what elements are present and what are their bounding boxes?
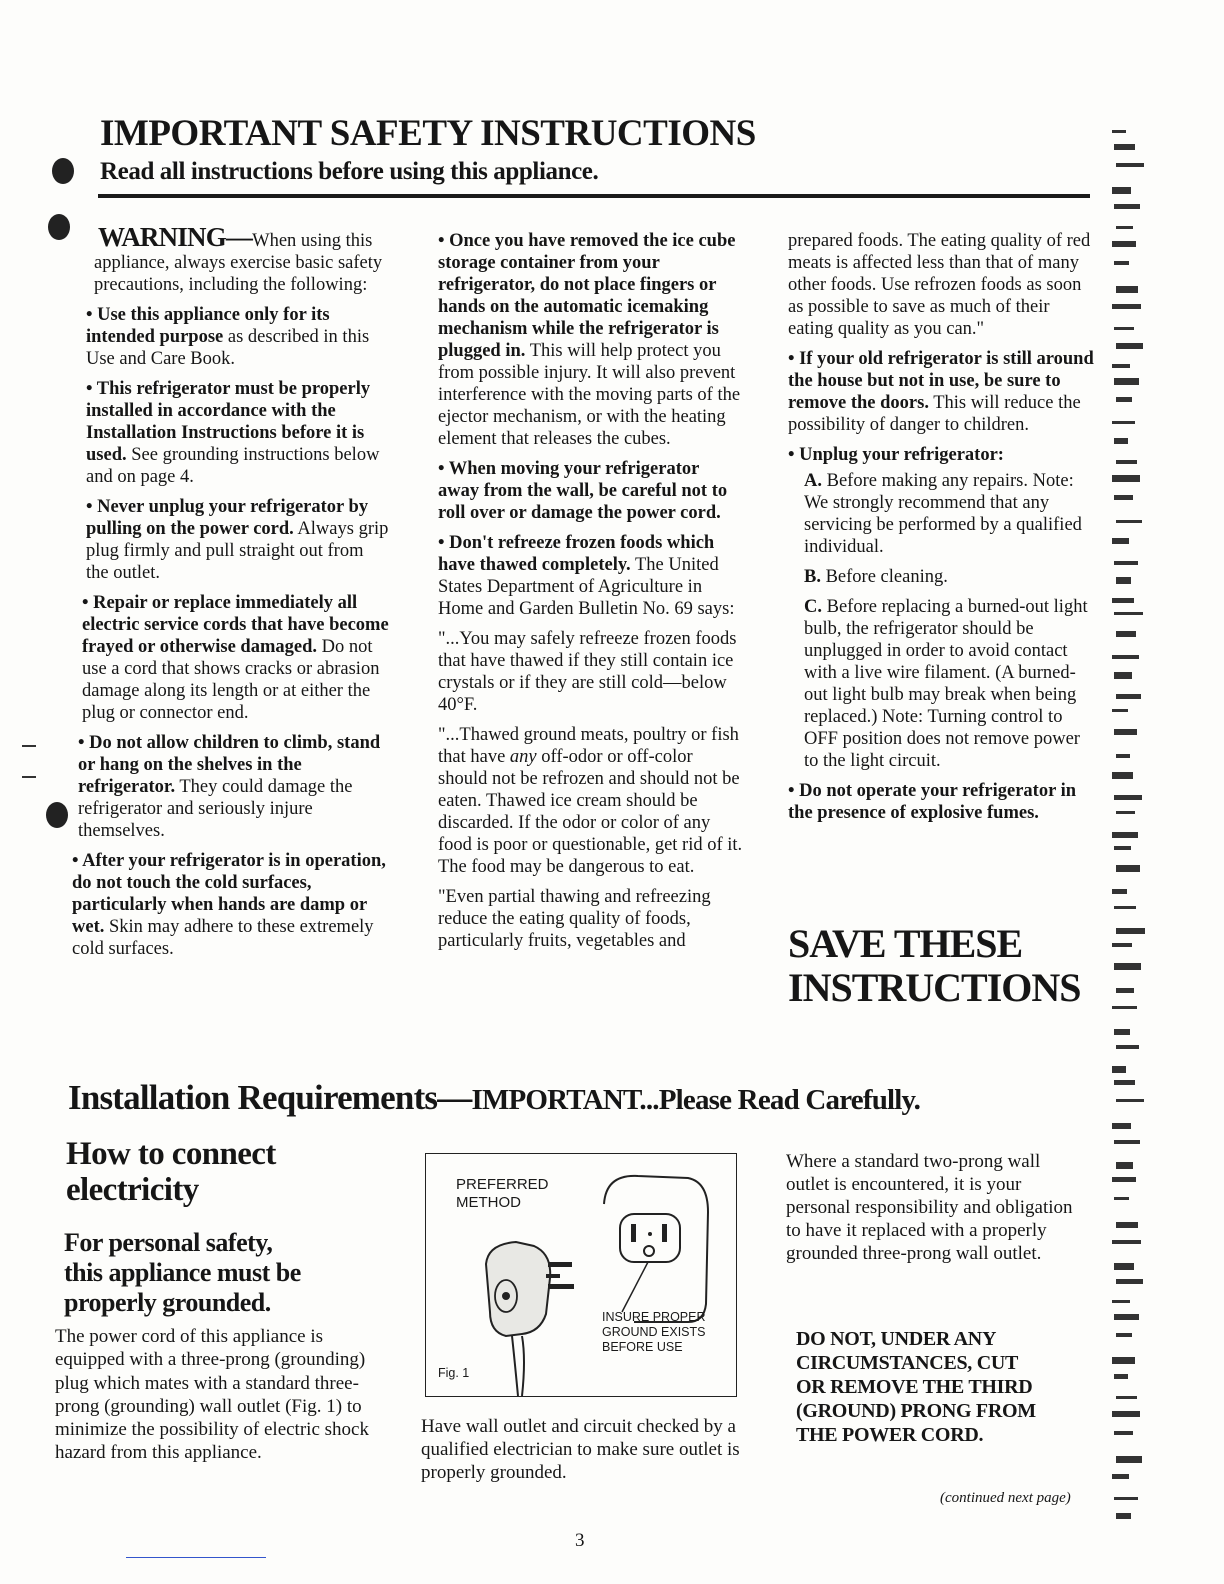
figure-1 [425,1153,737,1397]
column-3 [788,230,1094,832]
scan-mark [1112,1177,1136,1182]
bullet-never-unplug: • Never unplug your refrigerator by pulling on the power cord. [86,497,369,539]
scan-mark [1114,846,1131,850]
do-not-cut-warning [796,1327,1036,1447]
scan-mark [1114,204,1140,209]
scan-mark [1116,1396,1137,1399]
donot-line-1: DO NOT, UNDER ANY [796,1328,997,1350]
scan-mark [1112,1123,1131,1129]
bullet-moving-refrigerator: • When moving your refrigerator away from the wall, be careful not to roll over or damage the power cord. [438,459,728,523]
scan-mark [1116,1099,1144,1102]
personal-line-1: For personal safety, [64,1228,273,1257]
bullet-ice-storage: • Once you have removed the ice cube storage container from your refrigerator, do not place fingers or hands on the automatic icemaking mechanism while the refrigerator is plugged in. [438,231,736,361]
heading-main: Installation Requirements— [68,1078,472,1117]
scan-mark [1116,226,1133,229]
page-title: IMPORTANT SAFETY INSTRUCTIONS [100,113,756,154]
scan-mark [1114,438,1128,444]
quote-refreeze: "...You may safely refreeze frozen foods that have thawed if they still contain ice crystals or if they are still cold—below 40°F. [438,629,737,715]
column-1 [72,222,390,968]
scan-mark [1114,1431,1133,1435]
heading-caps: IMPORTANT... [471,1084,659,1116]
power-cord-text: The power cord of this appliance is equipped with a three-prong (grounding) plug which mates with a standard three-prong (grounding) wall outlet (Fig. 1) to minimize the possibility of electric shock hazard from this appliance. [55,1326,369,1464]
personal-line-3: properly grounded. [64,1288,271,1317]
scan-mark [1116,631,1136,637]
bullet-repair-cords: • Repair or replace immediately all electric service cords that have become frayed or otherwise damaged. [82,593,389,657]
scan-mark [1114,327,1134,330]
bullet-text: Always grip plug firmly and pull straight out from the outlet. [86,519,389,583]
quote-text: off-odor or off-color should not be refrozen and should not be eaten. Thawed ice cream should be discarded. If the odor or color of any food is poor or questionable, get rid of it. The food may be dangerous to eat. [438,747,743,877]
scan-mark [1112,538,1129,544]
preferred-line-2: METHOD [456,1194,521,1211]
bullet-text: They could damage the refrigerator and seriously injure themselves. [78,777,353,841]
scan-mark [1114,1263,1134,1270]
bullet-explosive-fumes: • Do not operate your refrigerator in the presence of explosive fumes. [788,781,1077,823]
scan-mark [1112,241,1136,247]
bullet-text: Do not use a cord that shows cracks or abrasion damage along its length or at either the plug or connector end. [82,637,380,723]
scan-mark [1112,304,1141,309]
scan-mark [1116,577,1131,584]
scan-mark [1112,772,1133,779]
scan-mark [1112,130,1126,133]
scan-mark [1114,1140,1140,1144]
bullet-dont-refreeze: • Don't refreeze frozen foods which have thawed completely. [438,533,715,575]
scan-mark [1112,364,1130,368]
insure-line-1: INSURE PROPER [602,1310,706,1324]
scan-mark [1112,1357,1135,1364]
page-number: 3 [575,1530,585,1551]
bottom-link-line [126,1557,266,1558]
how-to-connect-heading [66,1136,276,1208]
scan-mark [1116,460,1137,464]
bullet-text: This will help protect you from possible injury. It will also prevent interference with the moving parts of the ejector mechanism, or with the heating element that releases the cubes. [438,341,741,449]
punch-hole-dot [48,214,70,240]
warning-first: When using this [252,231,373,251]
scan-mark [1112,598,1134,603]
scan-mark [1116,1456,1142,1463]
two-prong-text: Where a standard two-prong wall outlet is encountered, it is your personal responsibility and obligation to have it replaced with a properly grounded three-prong wall outlet. [786,1151,1073,1264]
scan-mark [1112,1474,1129,1479]
personal-safety-heading [64,1228,301,1318]
quote-emphasis: any [509,747,537,767]
scan-mark [1116,928,1145,934]
item-c-text: Before replacing a burned-out light bulb, the refrigerator should be unplugged in order to avoid contact with a live wire filament. (A burned-out light bulb may break when being replaced.) Note: Turning control to OFF position does not remove power to the light circuit. [804,597,1088,771]
scan-mark [1116,397,1132,402]
bullet-cold-surfaces: • After your refrigerator is in operation, do not touch the cold surfaces, particularly when hands are damp or wet. [72,851,386,937]
scan-mark [1114,261,1129,265]
scan-mark [1112,889,1127,894]
scan-mark [1116,694,1141,699]
continued-note: (continued next page) [940,1490,1071,1506]
how-line-1: How to connect [66,1136,276,1172]
scan-mark [1116,163,1144,167]
scan-mark [1114,1197,1129,1200]
bullet-intended-purpose: • Use this appliance only for its intended purpose [86,305,330,347]
scan-mark [1114,1497,1138,1500]
scan-mark [1116,1222,1138,1228]
scan-mark [1116,865,1140,872]
quote-text: "...Thawed ground meats, poultry or fish that have [438,725,739,767]
outlet-checked-text: Have wall outlet and circuit checked by a qualified electrician to make sure outlet is properly grounded. [421,1416,740,1483]
scan-mark [1116,520,1142,523]
quote-partial-thawing: "Even partial thawing and refreezing reduce the eating quality of foods, particularly fruits, vegetables and [438,887,711,951]
scan-mark [1112,1240,1141,1244]
scan-mark [1112,832,1138,838]
bullet-text: The United States Department of Agriculture in Home and Garden Bulletin No. 69 says: [438,555,735,619]
item-b-label: B. [804,567,821,587]
scan-mark [1116,811,1135,814]
scan-mark [1116,1162,1133,1169]
installation-heading [68,1078,920,1118]
scan-mark [1116,754,1130,758]
continued-quote: prepared foods. The eating quality of red meats is affected less than that of many other foods. Use refrozen foods as soon as possible to save as much of their eating quality as you can." [788,231,1091,339]
bullet-properly-installed: • This refrigerator must be properly installed in accordance with the Installation Instructions before it is used. [86,379,371,465]
bullet-text: This will reduce the possibility of danger to children. [788,393,1081,435]
scan-mark [1116,1279,1143,1284]
donot-line-2: CIRCUMSTANCES, CUT [796,1352,1019,1374]
item-a-label: A. [804,471,822,491]
scan-mark [1116,1513,1131,1519]
donot-line-5: THE POWER CORD. [796,1424,984,1446]
save-line-2: INSTRUCTIONS [788,965,1081,1010]
donot-line-3: OR REMOVE THE THIRD [796,1376,1033,1398]
bullet-children-climb: • Do not allow children to climb, stand or hang on the shelves in the refrigerator. [78,733,381,797]
bullet-text: as described in this Use and Care Book. [86,327,370,369]
warning-text: appliance, always exercise basic safety precautions, including the following: [94,253,383,295]
scan-mark [1114,672,1132,679]
scan-mark [1116,286,1138,293]
scan-mark [1112,709,1128,712]
scan-mark [1114,378,1139,385]
quote-thawed-meats [438,724,744,878]
scan-mark [1112,1066,1126,1073]
save-instructions-heading [788,922,1081,1010]
scan-mark [1112,1300,1130,1303]
personal-line-2: this appliance must be [64,1258,301,1287]
scan-mark [1116,988,1134,993]
scan-mark [1112,655,1139,659]
donot-line-4: (GROUND) PRONG FROM [796,1400,1036,1422]
insure-ground-label [602,1310,706,1355]
item-b-text: Before cleaning. [820,567,948,587]
item-a-text: Before making any repairs. Note: We strongly recommend that any servicing be performed by a qualified individual. [804,471,1082,557]
margin-scan-marks [1100,120,1224,1570]
scan-mark [1112,421,1135,424]
scan-mark [1114,495,1133,500]
scan-mark [1116,343,1143,349]
scan-mark [1114,1080,1135,1085]
scan-mark [1116,1045,1139,1049]
bullet-text: Skin may adhere to these extremely cold surfaces. [72,917,374,959]
preferred-line-1: PREFERRED [456,1176,549,1193]
margin-mark [22,745,36,747]
save-line-1: SAVE THESE [788,921,1023,966]
page-subtitle: Read all instructions before using this appliance. [100,158,599,185]
scan-mark [1112,187,1131,194]
scan-mark [1112,475,1140,482]
scan-mark [1114,795,1142,800]
figure-label: Fig. 1 [438,1366,470,1380]
insure-line-3: BEFORE USE [602,1340,683,1354]
insure-line-2: GROUND EXISTS [602,1325,706,1339]
scan-mark [1114,963,1141,970]
bullet-text: See grounding instructions below and on page 4. [86,445,380,487]
column-2 [438,230,744,960]
header-rule [98,194,1090,198]
scan-mark [1114,1374,1128,1379]
scan-mark [1116,1333,1132,1337]
punch-hole-dot [46,802,68,828]
item-c-label: C. [804,597,822,617]
scan-mark [1112,1006,1137,1009]
scan-mark [1114,729,1137,735]
scan-mark [1114,612,1143,615]
warning-heading: WARNING— [98,222,253,252]
heading-tail: Please Read Carefully. [658,1084,921,1116]
scan-mark [1114,561,1138,565]
scan-mark [1112,943,1132,947]
scan-mark [1114,1314,1139,1320]
bullet-old-refrigerator: • If your old refrigerator is still around the house but not in use, be sure to remove the doors. [788,349,1094,413]
bullet-unplug: • Unplug your refrigerator: [788,445,1004,465]
scan-mark [1114,1029,1130,1035]
how-line-2: electricity [66,1172,199,1208]
scan-mark [1114,906,1136,909]
preferred-method-label [456,1176,549,1212]
scan-mark [1112,1411,1140,1417]
scan-mark [1114,144,1135,150]
punch-hole-dot [52,158,74,184]
margin-mark [22,776,36,778]
